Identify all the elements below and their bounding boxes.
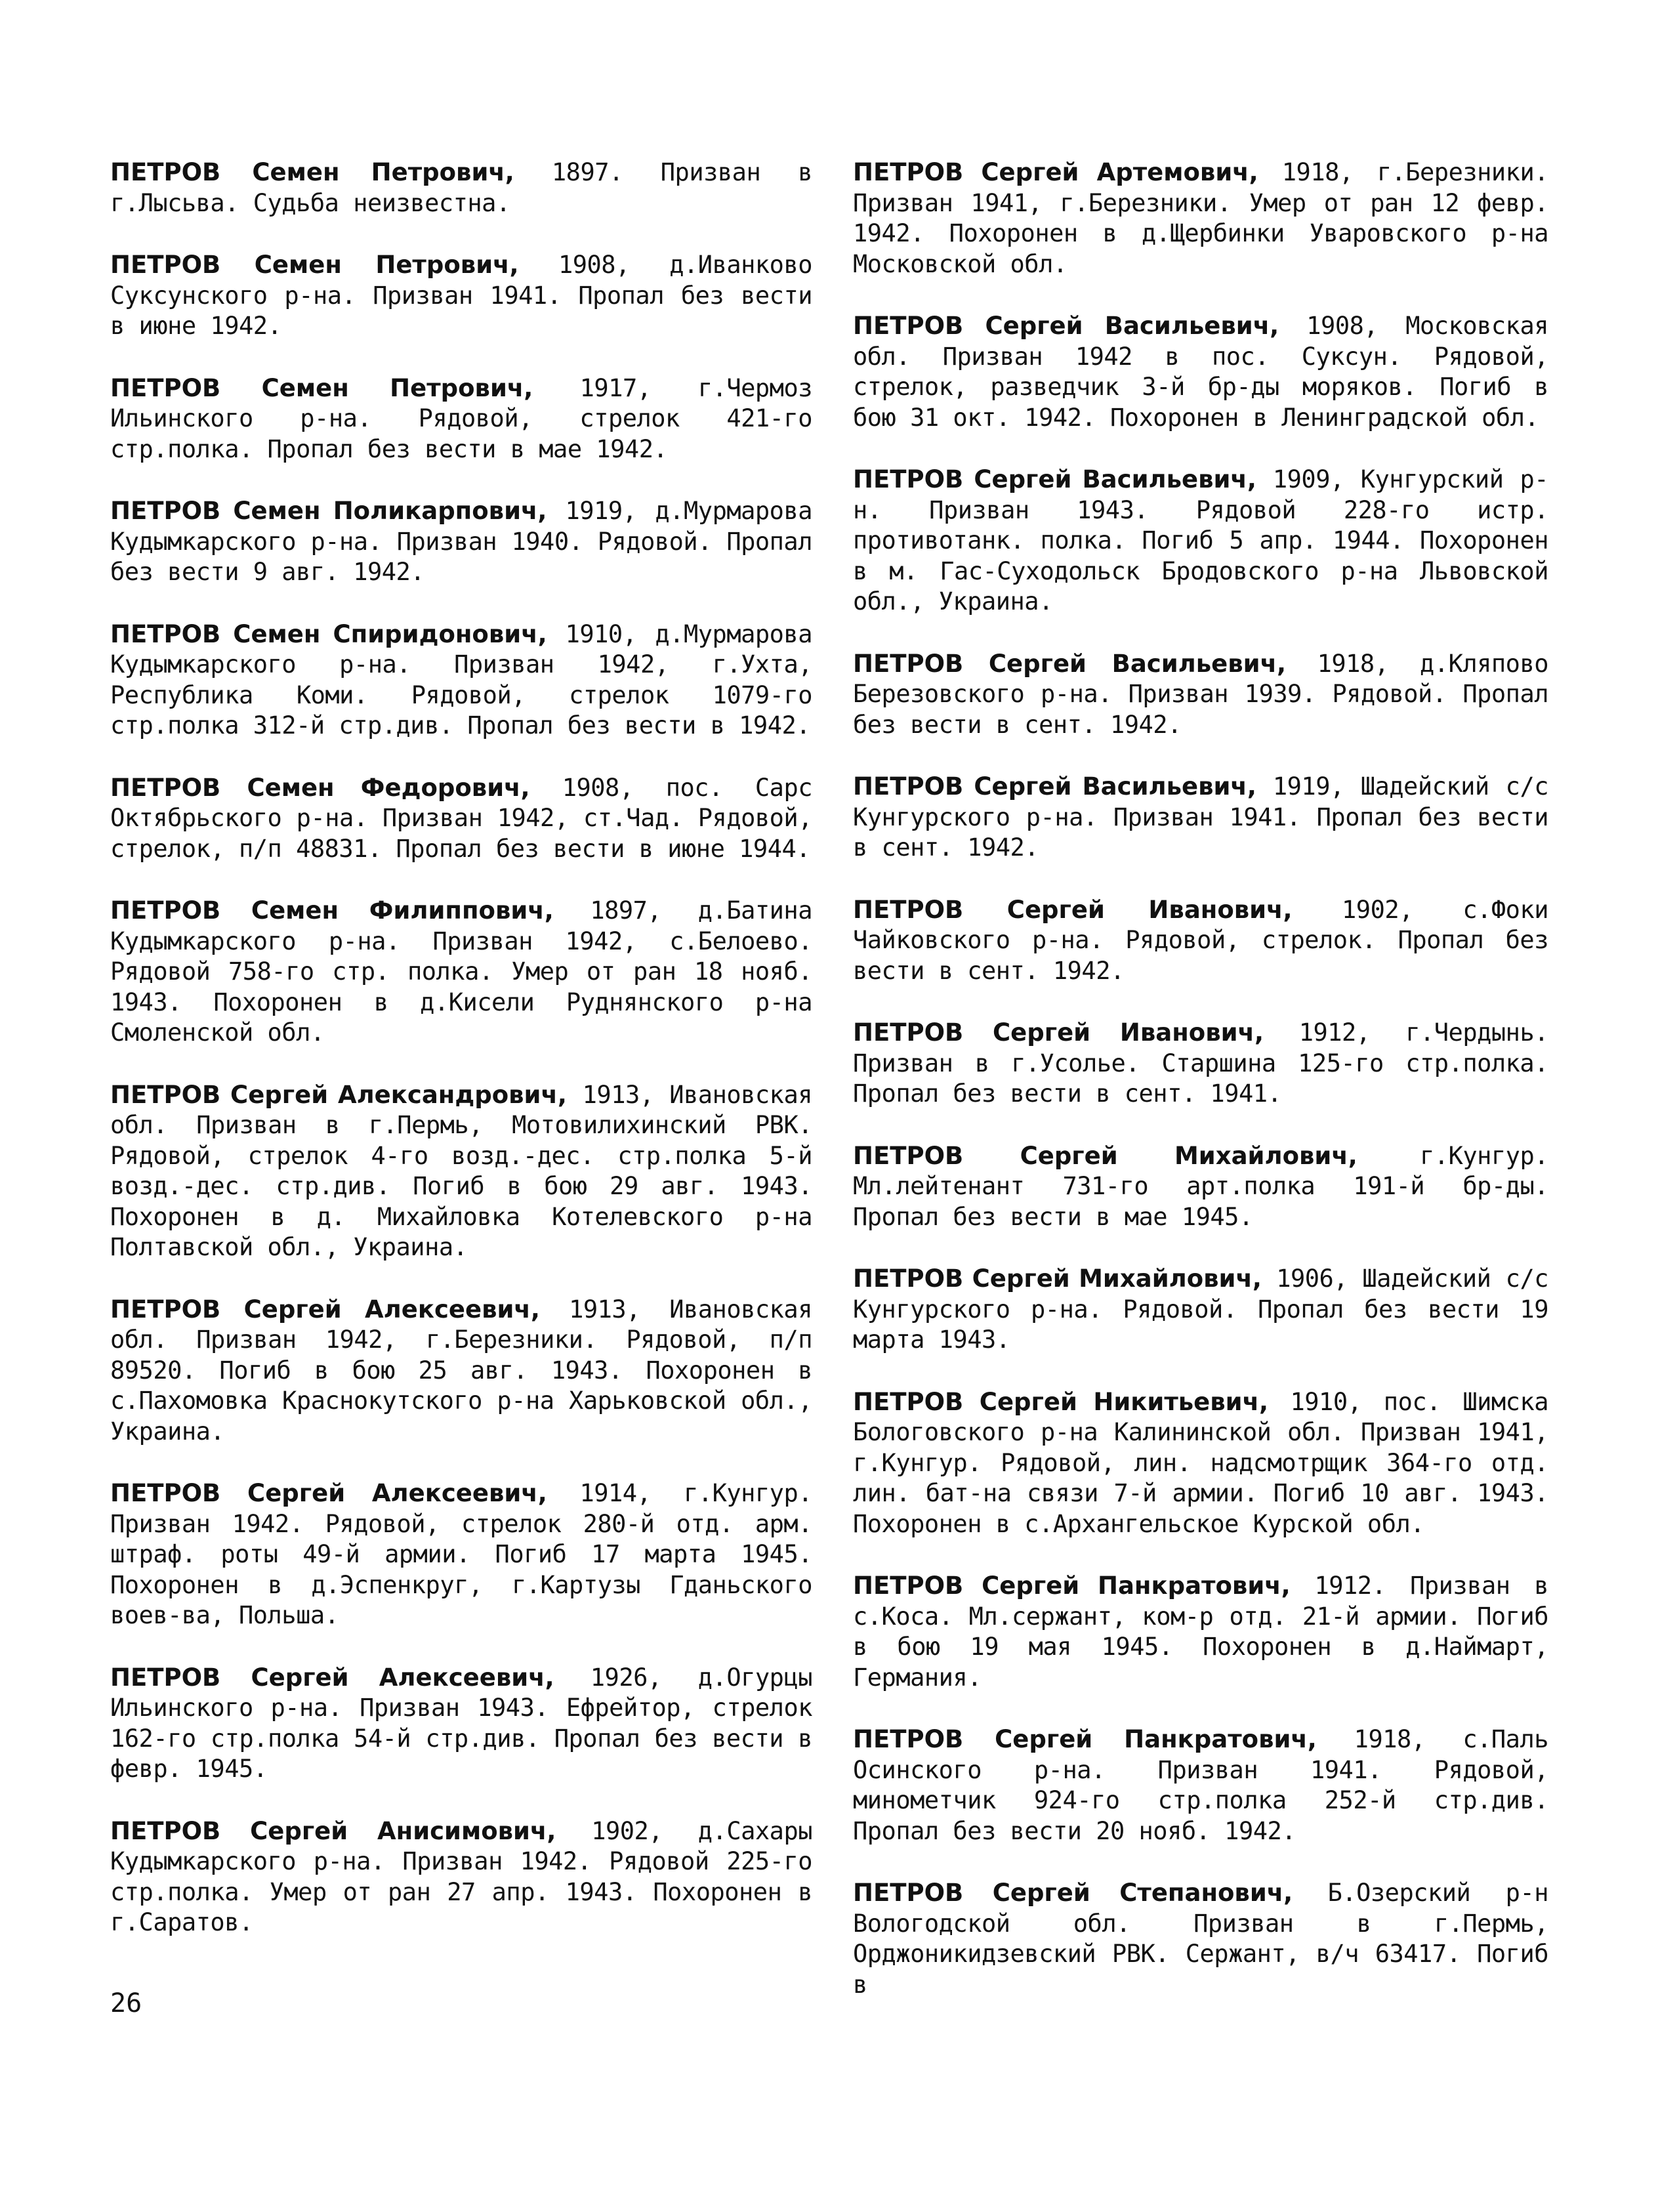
- person-name: ПЕТРОВ Сергей Александрович,: [110, 1080, 567, 1109]
- record-text: 1910, д.Мурмарова Кудымкарского р-на. Призван 1942, г.Ухта, Республика Коми. Рядовой, стрелок 1079-го стр.полка 312-й стр.див. Пропал без вести в 1942.: [110, 619, 812, 740]
- person-name: ПЕТРОВ Сергей Васильевич,: [853, 465, 1256, 493]
- person-name: ПЕТРОВ Сергей Алексеевич,: [110, 1663, 554, 1692]
- record-text: 1902, с.Фоки Чайковского р-на. Рядовой, стрелок. Пропал без вести в сент. 1942.: [853, 895, 1548, 985]
- person-name: ПЕТРОВ Семен Петрович,: [110, 373, 533, 402]
- person-name: ПЕТРОВ Сергей Михайлович,: [853, 1141, 1357, 1170]
- record-entry: [110, 157, 812, 219]
- record-entry: [110, 896, 812, 1049]
- record-text: 1897. Призван в г.Лысьва. Судьба неизвестна.: [110, 158, 813, 217]
- person-name: ПЕТРОВ Семен Федорович,: [110, 773, 530, 802]
- person-name: ПЕТРОВ Семен Петрович,: [110, 158, 514, 186]
- record-text: г.Кунгур. Мл.лейтенант 731-го арт.полка 191-й бр-ды. Пропал без вести в мае 1945.: [853, 1141, 1548, 1231]
- record-text: 1914, г.Кунгур. Призван 1942. Рядовой, стрелок 280-й отд. арм. штраф. роты 49-й армии. Погиб 17 марта 1945. Похоронен в д.Эспенкруг, г.Картузы Гданьского воев-ва, Польша.: [110, 1479, 812, 1629]
- person-name: ПЕТРОВ Сергей Панкратович,: [853, 1572, 1291, 1600]
- record-entry: [853, 311, 1548, 433]
- page-number: 26: [110, 1988, 142, 2018]
- record-text: 1913, Ивановская обл. Призван в г.Пермь, Мотовилихинский РВК. Рядовой, стрелок 4-го возд.-дес. стр.полка 5-й возд.-дес. стр.див. Погиб в бою 29 авг. 1943. Похоронен в д. Михайловка Котелевского р-на Полтавской обл., Украина.: [110, 1080, 812, 1261]
- person-name: ПЕТРОВ Сергей Васильевич,: [853, 649, 1287, 678]
- person-name: ПЕТРОВ Сергей Васильевич,: [853, 772, 1256, 801]
- record-text: 1902, д.Сахары Кудымкарского р-на. Призван 1942. Рядовой 225-го стр.полка. Умер от ран 27 апр. 1943. Похоронен в г.Саратов.: [110, 1816, 812, 1936]
- record-text: 1918, г.Березники. Призван 1941, г.Березники. Умер от ран 12 февр. 1942. Похоронен в д.Щербинки Уваровского р-на Московской обл.: [853, 158, 1549, 278]
- person-name: ПЕТРОВ Сергей Алексеевич,: [110, 1295, 540, 1324]
- record-entry: [853, 1018, 1548, 1110]
- person-name: ПЕТРОВ Семен Филиппович,: [110, 896, 554, 925]
- record-entry: [110, 1816, 812, 1938]
- person-name: ПЕТРОВ Сергей Михайлович,: [853, 1264, 1262, 1293]
- person-name: ПЕТРОВ Сергей Васильевич,: [853, 312, 1279, 340]
- record-text: 1917, г.Чермоз Ильинского р-на. Рядовой, стрелок 421-го стр.полка. Пропал без вести в мае 1942.: [110, 373, 812, 463]
- record-text: 1908, пос. Сарс Октябрьского р-на. Призван 1942, ст.Чад. Рядовой, стрелок, п/п 48831. Пропал без вести в июне 1944.: [110, 773, 813, 863]
- record-entry: [110, 619, 812, 741]
- record-entry: [853, 157, 1548, 280]
- person-name: ПЕТРОВ Сергей Алексеевич,: [110, 1479, 547, 1507]
- record-text: 1897, д.Батина Кудымкарского р-на. Призван 1942, с.Белоево. Рядовой 758-го стр. полка. Умер от ран 18 нояб. 1943. Похоронен в д.Кисели Руднянского р-на Смоленской обл.: [110, 896, 812, 1047]
- record-text: 1908, д.Иванково Суксунского р-на. Призван 1941. Пропал без вести в июне 1942.: [110, 251, 813, 340]
- record-entry: [110, 1295, 812, 1448]
- record-entry: [110, 1663, 812, 1785]
- record-text: 1908, Московская обл. Призван 1942 в пос. Суксун. Рядовой, стрелок, разведчик 3-й бр-ды моряков. Погиб в бою 31 окт. 1942. Похоронен в Ленинградской обл.: [853, 312, 1548, 432]
- person-name: ПЕТРОВ Сергей Иванович,: [853, 895, 1293, 924]
- person-name: ПЕТРОВ Семен Петрович,: [110, 251, 519, 279]
- record-entry: [110, 1478, 812, 1631]
- record-entry: [110, 373, 812, 465]
- record-text: 1906, Шадейский с/с Кунгурского р-на. Рядовой. Пропал без вести 19 марта 1943.: [853, 1264, 1548, 1354]
- record-entry: [853, 1878, 1548, 2000]
- person-name: ПЕТРОВ Семен Спиридонович,: [110, 619, 547, 648]
- person-name: ПЕТРОВ Сергей Панкратович,: [853, 1725, 1317, 1753]
- record-entry: [853, 1141, 1548, 1233]
- record-entry: [853, 1264, 1548, 1356]
- record-entry: [853, 1724, 1548, 1847]
- record-text: 1909, Кунгурский р-н. Призван 1943. Рядовой 228-го истр. противотанк. полка. Погиб 5 апр. 1944. Похоронен в м. Гас-Суходольск Бродовского р-на Львовской обл., Украина.: [853, 465, 1548, 616]
- record-text: 1918, д.Кляпово Березовского р-на. Призван 1939. Рядовой. Пропал без вести в сент. 1942.: [853, 649, 1548, 739]
- person-name: ПЕТРОВ Семен Поликарпович,: [110, 497, 547, 525]
- record-text: 1912, г.Чердынь. Призван в г.Усолье. Старшина 125-го стр.полка. Пропал без вести в сент. 1941.: [853, 1018, 1548, 1108]
- record-text: 1910, пос. Шимска Бологовского р-на Калининской обл. Призван 1941, г.Кунгур. Рядовой, лин. надсмотрщик 364-го отд. лин. бат-на связи 7-й армии. Погиб 10 авг. 1943. Похоронен в с.Архангельское Курской обл.: [853, 1387, 1548, 1538]
- right-column: [853, 157, 1548, 2032]
- person-name: ПЕТРОВ Сергей Никитьевич,: [853, 1387, 1269, 1416]
- person-name: ПЕТРОВ Сергей Степанович,: [853, 1879, 1293, 1907]
- record-entry: [110, 496, 812, 588]
- record-entry: [853, 649, 1548, 741]
- record-entry: [110, 773, 812, 865]
- record-entry: [853, 895, 1548, 987]
- record-text: 1919, д.Мурмарова Кудымкарского р-на. Призван 1940. Рядовой. Пропал без вести 9 авг. 1942.: [110, 497, 812, 586]
- record-text: 1926, д.Огурцы Ильинского р-на. Призван 1943. Ефрейтор, стрелок 162-го стр.полка 54-й стр.див. Пропал без вести в февр. 1945.: [110, 1663, 812, 1783]
- person-name: ПЕТРОВ Сергей Иванович,: [853, 1018, 1264, 1047]
- record-entry: [853, 772, 1548, 864]
- record-entry: [853, 1571, 1548, 1693]
- record-entry: [110, 250, 812, 342]
- record-entry: [110, 1080, 812, 1263]
- record-text: 1913, Ивановская обл. Призван 1942, г.Березники. Рядовой, п/п 89520. Погиб в бою 25 авг. 1943. Похоронен в с.Пахомовка Краснокутского р-на Харьковской обл., Украина.: [110, 1295, 812, 1446]
- left-column: [110, 157, 812, 1970]
- person-name: ПЕТРОВ Сергей Артемович,: [853, 158, 1258, 186]
- record-text: 1912. Призван в с.Коса. Мл.сержант, ком-р отд. 21-й армии. Погиб в бою 19 мая 1945. Похоронен в д.Наймарт, Германия.: [853, 1572, 1549, 1692]
- record-text: Б.Озерский р-н Вологодской обл. Призван в г.Пермь, Орджоникидзевский РВК. Сержант, в/ч 63417. Погиб в: [853, 1879, 1548, 1999]
- record-text: 1918, с.Паль Осинского р-на. Призван 1941. Рядовой, минометчик 924-го стр.полка 252-й стр.див. Пропал без вести 20 нояб. 1942.: [853, 1725, 1549, 1845]
- person-name: ПЕТРОВ Сергей Анисимович,: [110, 1816, 556, 1845]
- record-entry: [853, 465, 1548, 617]
- record-text: 1919, Шадейский с/с Кунгурского р-на. Призван 1941. Пропал без вести в сент. 1942.: [853, 772, 1548, 862]
- record-entry: [853, 1387, 1548, 1540]
